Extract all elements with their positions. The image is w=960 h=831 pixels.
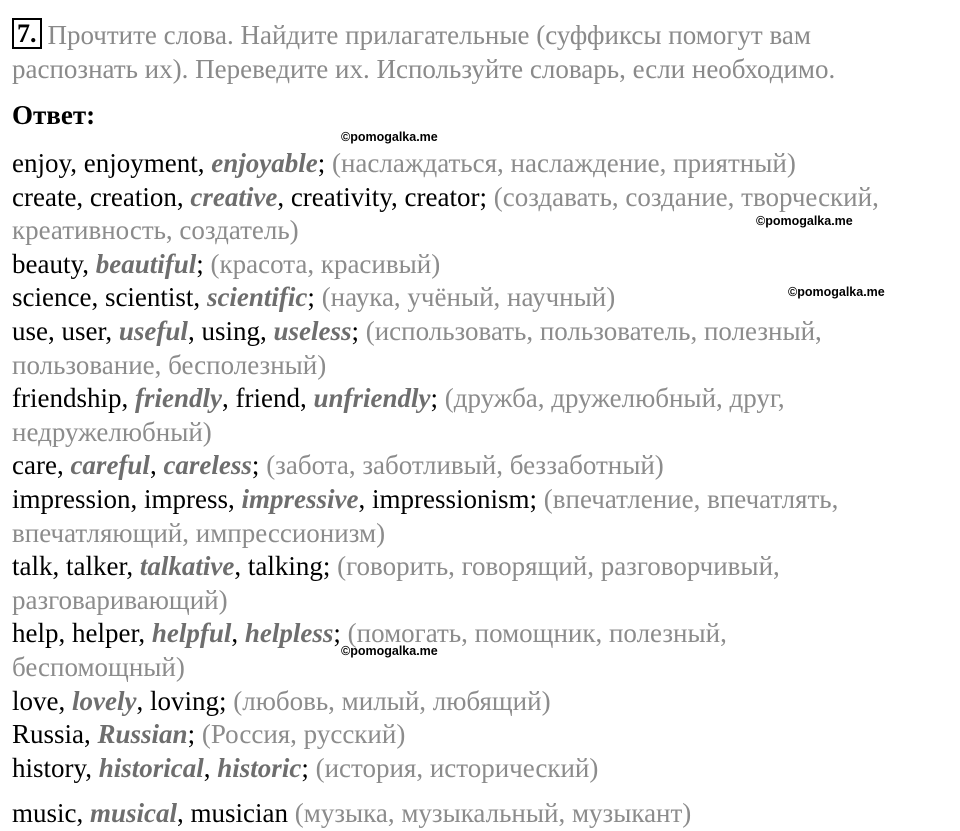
translation-text: креативность, создатель) xyxy=(12,215,299,246)
word-text: , musician xyxy=(177,798,295,829)
word-text: science, scientist, xyxy=(12,282,207,313)
translation-text: (наука, учёный, научный) xyxy=(321,282,616,313)
word-text: use, user, xyxy=(12,315,119,346)
word-text: enjoy, enjoyment, xyxy=(12,148,212,178)
answer-line xyxy=(12,584,952,618)
answer-line xyxy=(12,517,952,551)
adjective-highlight: useless xyxy=(273,315,352,346)
word-text: love, xyxy=(12,685,72,716)
answer-line xyxy=(12,349,952,383)
adjective-highlight: unfriendly xyxy=(313,383,431,414)
word-text: help, helper, xyxy=(12,618,152,649)
translation-text: пользование, бесполезный) xyxy=(12,349,327,380)
translation-text: беспомощный) xyxy=(12,651,185,682)
word-text: ; xyxy=(333,618,348,649)
answer-label: Ответ: xyxy=(12,100,96,130)
adjective-highlight: beautiful xyxy=(95,248,197,279)
translation-text: (история, исторический) xyxy=(315,752,599,783)
word-text: ; xyxy=(317,148,332,178)
answer-line xyxy=(12,797,952,831)
watermark: ©pomogalka.me xyxy=(341,130,438,144)
adjective-highlight: helpful xyxy=(151,618,232,649)
translation-text: (музыка, музыкальный, музыкант) xyxy=(294,798,692,829)
translation-text: (впечатление, впечатлять, xyxy=(543,483,839,514)
answer-line xyxy=(12,181,952,215)
adjective-highlight: impressive xyxy=(241,483,359,514)
word-text: ; xyxy=(187,719,202,750)
adjective-highlight: careless xyxy=(163,450,252,481)
word-text: impression, impress, xyxy=(12,483,242,514)
word-text: ; xyxy=(251,450,267,481)
adjective-highlight: creative xyxy=(190,181,278,212)
word-text: history, xyxy=(12,752,99,783)
adjective-highlight: musical xyxy=(90,798,178,829)
translation-text: впечатляющий, импрессионизм) xyxy=(12,517,386,548)
translation-text: (Россия, русский) xyxy=(201,719,406,750)
translation-text: (помогать, помощник, полезный, xyxy=(347,618,727,649)
word-text: Russia, xyxy=(12,719,98,750)
word-text: , using, xyxy=(187,315,274,346)
translation-text: (создавать, создание, творческий, xyxy=(493,181,879,212)
word-text: , xyxy=(231,618,245,649)
translation-text: (красота, красивый) xyxy=(210,248,441,279)
answer-line xyxy=(12,483,952,517)
translation-text: (наслаждаться, наслаждение, приятный) xyxy=(331,148,796,178)
word-text: , talking; xyxy=(234,551,338,582)
task-statement xyxy=(12,18,942,86)
word-text: ; xyxy=(351,315,366,346)
translation-text: (дружба, дружелюбный, друг, xyxy=(444,383,785,414)
adjective-highlight: talkative xyxy=(139,551,235,582)
task-text-line-1: Прочтите слова. Найдите прилагательные (суффиксы помогут вам xyxy=(47,20,811,50)
task-text-line-2: распознать их). Переведите их. Используйте словарь, если необходимо. xyxy=(12,54,836,84)
word-text: , xyxy=(203,752,218,783)
answer-line xyxy=(12,449,952,483)
adjective-highlight: lovely xyxy=(72,685,137,716)
word-text: care, xyxy=(12,450,71,481)
adjective-highlight: historical xyxy=(98,752,204,783)
word-text: ; xyxy=(301,752,316,783)
answer-line xyxy=(12,550,952,584)
answer-line xyxy=(12,752,952,786)
word-text: ; xyxy=(196,248,211,279)
answer-line xyxy=(12,248,952,282)
watermark: ©pomogalka.me xyxy=(341,644,438,658)
adjective-highlight: friendly xyxy=(134,383,222,414)
answer-line xyxy=(12,315,952,349)
adjective-highlight: historic xyxy=(217,752,302,783)
adjective-highlight: helpless xyxy=(244,618,334,649)
translation-text: (любовь, милый, любящий) xyxy=(233,685,551,716)
word-text: ; xyxy=(307,282,322,313)
word-text: , creativity, creator; xyxy=(277,181,494,212)
word-text: music, xyxy=(12,798,90,829)
adjective-highlight: careful xyxy=(70,450,150,481)
word-text: , xyxy=(149,450,164,481)
word-text: talk, talker, xyxy=(12,551,140,582)
translation-text: (забота, заботливый, беззаботный) xyxy=(266,450,664,481)
word-text: , impressionism; xyxy=(358,483,544,514)
answer-line xyxy=(12,718,952,752)
adjective-highlight: scientific xyxy=(206,282,308,313)
translation-text: разговаривающий) xyxy=(12,584,228,615)
word-text: , friend, xyxy=(221,383,314,414)
word-text: friendship, xyxy=(12,383,135,414)
word-text: beauty, xyxy=(12,248,96,279)
answer-line xyxy=(12,147,952,181)
answer-line xyxy=(12,685,952,719)
translation-text: (говорить, говорящий, разговорчивый, xyxy=(337,551,780,582)
word-text: ; xyxy=(430,383,445,414)
watermark: ©pomogalka.me xyxy=(788,285,885,299)
answer-line xyxy=(12,382,952,416)
word-text: , loving; xyxy=(136,685,234,716)
translation-text: (использовать, пользователь, полезный, xyxy=(365,315,822,346)
answer-word-list xyxy=(12,147,952,831)
translation-text: недружелюбный) xyxy=(12,416,212,447)
watermark: ©pomogalka.me xyxy=(756,214,853,228)
adjective-highlight: useful xyxy=(118,315,188,346)
answer-line xyxy=(12,617,952,651)
answer-line xyxy=(12,651,952,685)
adjective-highlight: Russian xyxy=(97,719,188,750)
adjective-highlight: enjoyable xyxy=(211,148,318,178)
answer-line xyxy=(12,416,952,450)
word-text: create, creation, xyxy=(12,181,191,212)
task-number: 7. xyxy=(12,18,42,49)
